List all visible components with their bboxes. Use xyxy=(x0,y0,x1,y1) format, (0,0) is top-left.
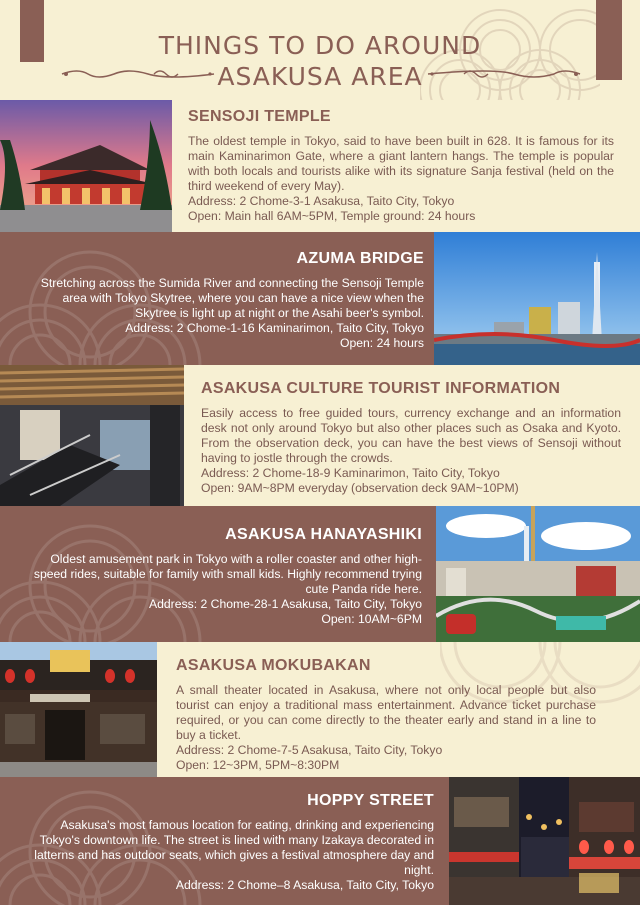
spot-address: Address: 2 Chome-28-1 Asakusa, Taito City, Tokyo xyxy=(149,597,422,612)
spot-azuma-bridge xyxy=(0,232,640,365)
page-title-line1: THINGS TO DO AROUND xyxy=(158,31,482,60)
spot-asakusa-hanayashiki xyxy=(0,506,640,642)
spot-asakusa-mokubakan xyxy=(0,642,640,777)
spot-title: AZUMA BRIDGE xyxy=(296,250,424,267)
temple-photo xyxy=(0,100,172,232)
tourist-center-interior-photo xyxy=(0,365,184,506)
spot-description: Easily access to free guided tours, currency exchange and an information desk not only around Tokyo but also other places such as Osaka and Kyoto. From the observation deck, you can have the best views of Sensoji without having to jostle through the crowds. xyxy=(201,406,621,466)
spot-title: ASAKUSA HANAYASHIKI xyxy=(225,526,422,543)
spot-title: ASAKUSA MOKUBAKAN xyxy=(176,657,371,674)
spot-hours: Open: 10AM~6PM xyxy=(321,612,422,627)
spot-address: Address: 2 Chome-7-5 Asakusa, Taito City, Tokyo xyxy=(176,743,443,758)
page-title-line2: ASAKUSA AREA xyxy=(217,62,423,91)
spot-asakusa-culture-tourist-information xyxy=(0,365,640,506)
spot-hours: Open: 9AM~8PM everyday (observation deck 9AM~10PM) xyxy=(201,481,519,496)
spot-title: HOPPY STREET xyxy=(307,792,434,809)
spot-description: A small theater located in Asakusa, where not only local people but also tourist can enjoy a traditional mass entertainment. Advance ticket purchase required, or you can come directly to the theater early and stand in a line to buy a ticket. xyxy=(176,683,596,743)
header xyxy=(0,0,640,100)
flourish-right-icon xyxy=(424,66,584,82)
spot-title: SENSOJI TEMPLE xyxy=(188,108,331,125)
spot-description: Oldest amusement park in Tokyo with a roller coaster and other high-speed rides, suitable for family with small kids. Highly recommend trying cute Panda ride here. xyxy=(33,552,422,597)
spot-address: Address: 2 Chome–8 Asakusa, Taito City, Tokyo xyxy=(175,878,434,893)
spot-hours: Open: 12~3PM, 5PM~8:30PM xyxy=(176,758,340,773)
spot-title: ASAKUSA CULTURE TOURIST INFORMATION xyxy=(201,380,561,397)
spot-address: Address: 2 Chome-18-9 Kaminarimon, Taito City, Tokyo xyxy=(201,466,500,481)
spot-description: Stretching across the Sumida River and connecting the Sensoji Temple area with Tokyo Skytree, where you can have a nice view when the Skytree is light up at night or the Asahi beer's symbol. xyxy=(40,276,424,321)
street-night-photo xyxy=(449,777,640,905)
spot-address: Address: 2 Chome-3-1 Asakusa, Taito City, Tokyo xyxy=(188,194,455,209)
spot-address: Address: 2 Chome-1-16 Kaminarimon, Taito City, Tokyo xyxy=(125,321,424,336)
theater-facade-photo xyxy=(0,642,157,777)
spot-hoppy-street xyxy=(0,777,640,905)
spot-description: The oldest temple in Tokyo, said to have been built in 628. It is famous for its main Kaminarimon Gate, where a giant lantern hangs. The temple is popular with both locals and tourists alike with its signature Sanja festival (held on the third weekend of every May). xyxy=(188,134,614,194)
spot-hours: Open: Main hall 6AM~5PM, Temple ground: 24 hours xyxy=(188,209,476,224)
bridge-skytree-photo xyxy=(434,232,640,365)
spot-description: Asakusa's most famous location for eating, drinking and experiencing Tokyo's downtown life. The street is lined with many Izakaya decorated in latterns and has outdoor seats, which gives a festival atmosphere day and night. xyxy=(34,818,434,878)
spot-hours: Open: 24 hours xyxy=(339,336,424,351)
spot-sensoji-temple xyxy=(0,100,640,232)
amusement-park-photo xyxy=(436,506,640,642)
